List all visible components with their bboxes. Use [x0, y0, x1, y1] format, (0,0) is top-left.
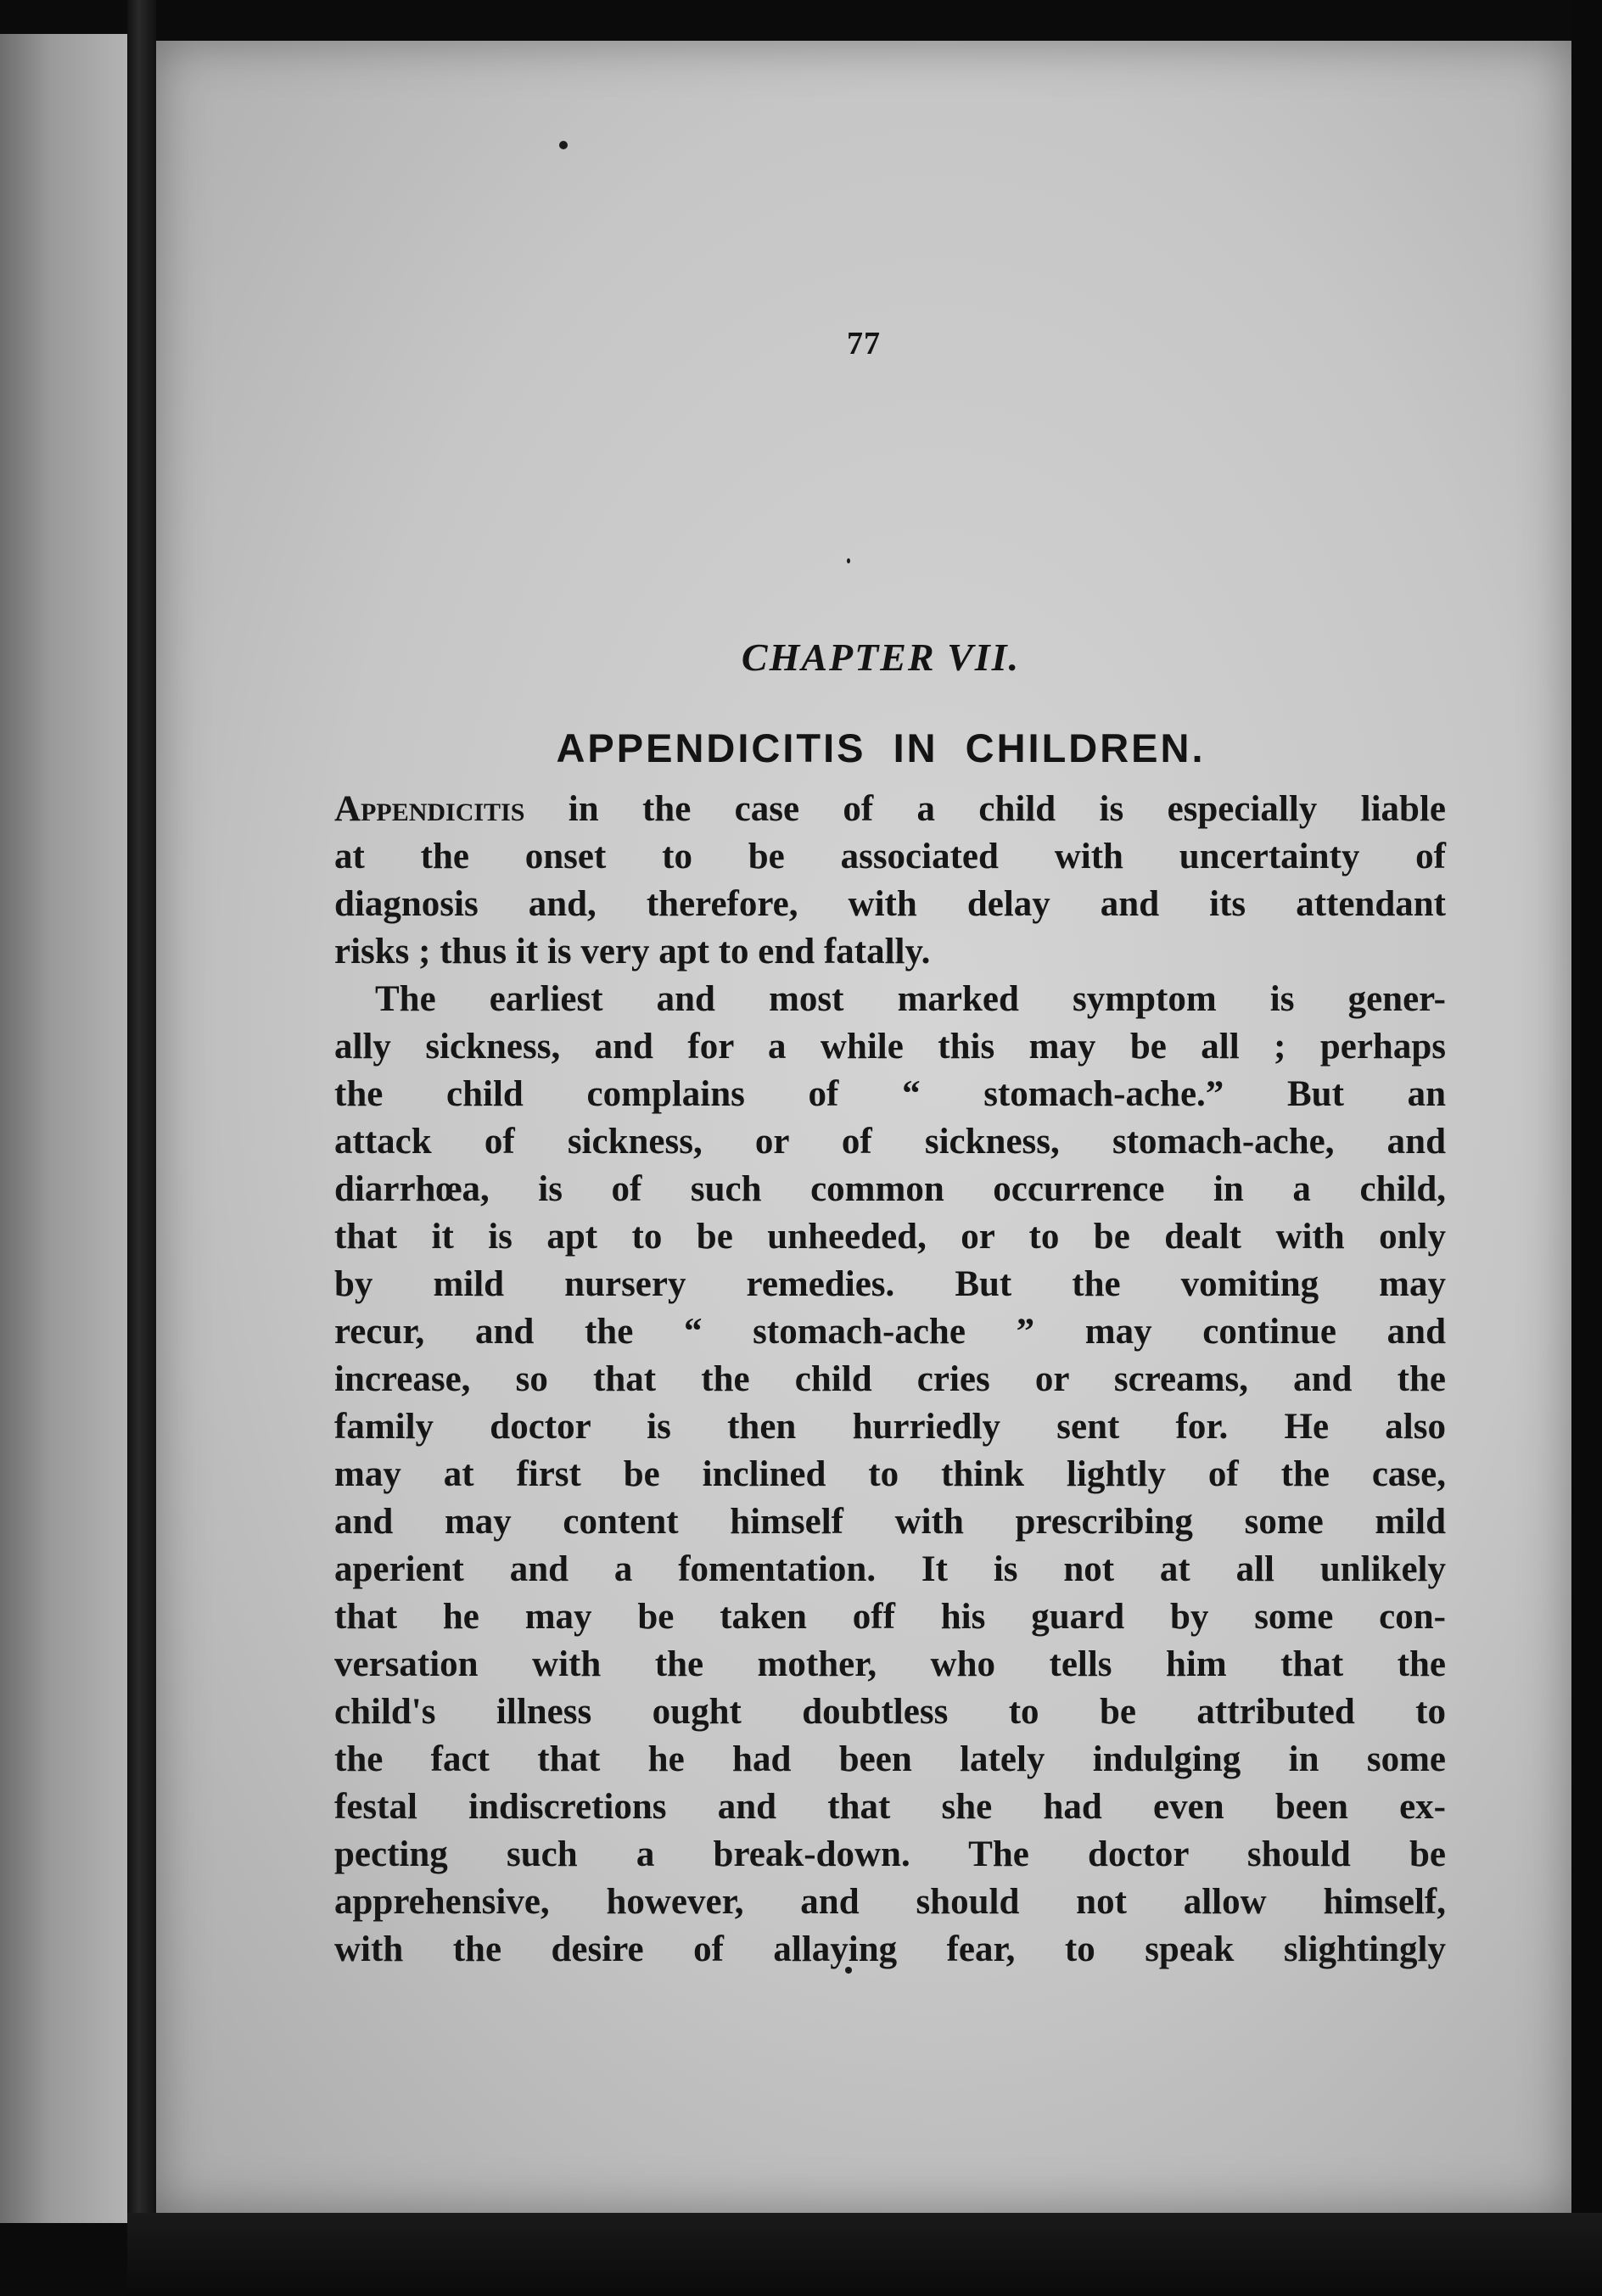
text-line: increase, so that the child cries or screams, and the [334, 1359, 1446, 1399]
chapter-title: APPENDICITIS IN CHILDREN. [556, 725, 1206, 770]
text-line: by mild nursery remedies. But the vomiting may [334, 1264, 1446, 1304]
text-line: attack of sickness, or of sickness, stomach-ache, and [334, 1122, 1446, 1162]
scan-speck [559, 141, 568, 149]
text-line: diagnosis and, therefore, with delay and its attendant [334, 884, 1446, 924]
bottom-scan-border [127, 2213, 1602, 2296]
text-line: the child complains of “ stomach-ache.” But an [334, 1074, 1446, 1114]
text-line: and may content himself with prescribing some mild [334, 1502, 1446, 1542]
text-line: diarrhœa, is of such common occurrence in a child, [334, 1169, 1446, 1209]
text-line: versation with the mother, who tells him that the [334, 1644, 1446, 1684]
text-line: The earliest and most marked symptom is gener- [375, 979, 1446, 1019]
text-line: may at first be inclined to think lightly of the case, [334, 1454, 1446, 1494]
lead-word: Appendicitis [334, 789, 525, 829]
text-line: recur, and the “ stomach-ache ” may continue and [334, 1312, 1446, 1352]
text-line: with the desire of allaying fear, to speak slightingly [334, 1929, 1446, 1969]
text-line: aperient and a fomentation. It is not at all unlikely [334, 1549, 1446, 1589]
facing-page-edge [0, 34, 127, 2223]
text-line: ally sickness, and for a while this may be all ; perhaps [334, 1027, 1446, 1067]
text-line: pecting such a break-down. The doctor should be [334, 1834, 1446, 1874]
book-gutter [127, 0, 156, 2296]
scan-speck [847, 558, 850, 563]
chapter-label: CHAPTER VII. [741, 636, 1021, 679]
text-line: risks ; thus it is very apt to end fatally. [334, 932, 931, 972]
text-line: festal indiscretions and that she had even been ex- [334, 1787, 1446, 1827]
text-line: that he may be taken off his guard by some con- [334, 1597, 1446, 1637]
text-line: child's illness ought doubtless to be attributed to [334, 1692, 1446, 1732]
text-line: family doctor is then hurriedly sent for. He also [334, 1407, 1446, 1447]
text-line: at the onset to be associated with uncertainty of [334, 837, 1446, 876]
page-number: 77 [847, 326, 881, 361]
body-text [334, 786, 1446, 1974]
right-scan-border [1571, 0, 1602, 2296]
text-line: that it is apt to be unheeded, or to be dealt with only [334, 1217, 1446, 1257]
text-line: apprehensive, however, and should not allow himself, [334, 1882, 1446, 1922]
text-line: the fact that he had been lately indulging in some [334, 1739, 1446, 1779]
text-line: in the case of a child is especially liable [524, 789, 1446, 829]
paragraph-1-line-1 [334, 786, 1446, 833]
page [156, 41, 1571, 2213]
